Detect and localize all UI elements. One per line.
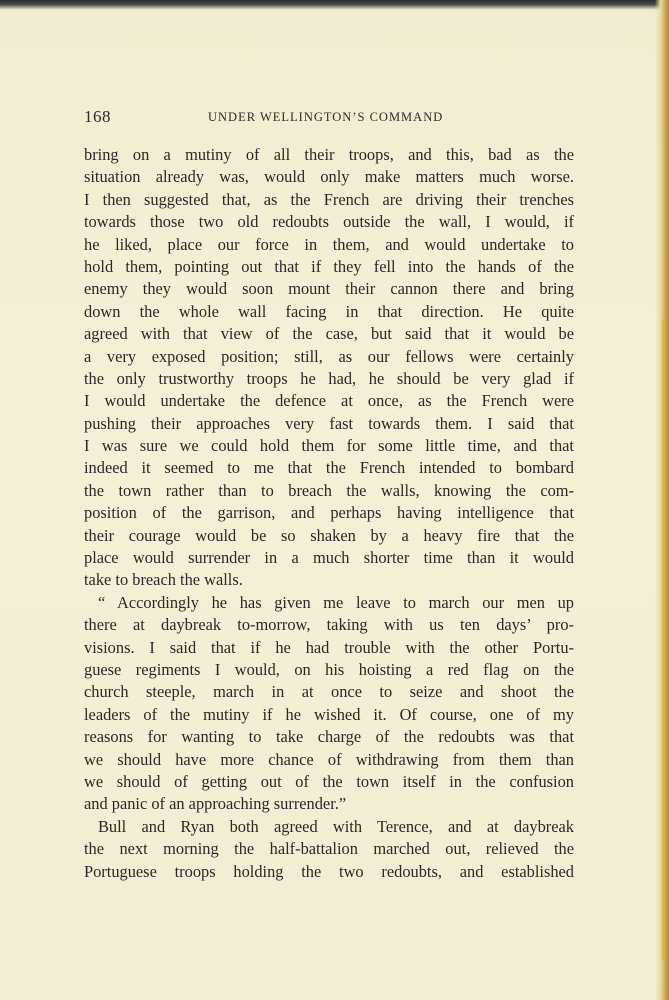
text-line: enemy they would soon mount their cannon there and bring (84, 279, 574, 299)
text-line: and panic of an approaching surrender.” (84, 794, 347, 814)
text-line: situation already was, would only make matters much worse. (84, 167, 574, 187)
text-line: the only trustworthy troops he had, he should be very glad if (84, 368, 574, 388)
text-line: we should have more chance of withdrawing from them than (84, 749, 574, 769)
page-number: 168 (84, 107, 111, 126)
text-line: down the whole wall facing in that direction. He quite (84, 301, 574, 321)
text-line: guese regiments I would, on his hoisting a red flag on the (84, 659, 574, 679)
text-line: bring on a mutiny of all their troops, and this, bad as the (84, 145, 574, 164)
text-line: there at daybreak to-morrow, taking with us ten days’ pro- (84, 615, 574, 635)
text-line: church steeple, march in at once to seize and shoot the (84, 682, 574, 702)
page-header (84, 107, 574, 129)
text-line: reasons for wanting to take charge of the redoubts was that (84, 727, 574, 747)
text-line: I was sure we could hold them for some little time, and that (84, 436, 574, 456)
running-head: UNDER WELLINGTON’S COMMAND (208, 110, 444, 124)
text-line: take to breach the walls. (84, 570, 243, 590)
text-line: indeed it seemed to me that the French intended to bombard (84, 458, 574, 478)
text-line: Portuguese troops holding the two redoubts, and established (84, 861, 574, 881)
text-line: pushing their approaches very fast towards them. I said that (84, 413, 574, 433)
text-line: their courage would be so shaken by a heavy fire that the (84, 525, 574, 545)
text-line: “ Accordingly he has given me leave to march our men up (98, 592, 574, 612)
text-line: towards those two old redoubts outside the wall, I would, if (84, 212, 574, 232)
text-line: a very exposed position; still, as our fellows were certainly (84, 346, 574, 366)
page-edge-gilding (662, 320, 665, 960)
text-line: visions. I said that if he had trouble with the other Portu- (84, 637, 574, 657)
text-line: Bull and Ryan both agreed with Terence, and at daybreak (98, 816, 574, 836)
text-line: I then suggested that, as the French are driving their trenches (84, 189, 574, 209)
body-text (84, 144, 574, 883)
text-line: the town rather than to breach the walls, knowing the com- (84, 480, 574, 500)
text-line: agreed with that view of the case, but said that it would be (84, 324, 574, 344)
text-line: I would undertake the defence at once, as the French were (84, 391, 574, 411)
page-top-edge (0, 0, 669, 10)
text-line: position of the garrison, and perhaps having intelligence that (84, 503, 574, 523)
page-right-edge (655, 0, 669, 1000)
text-line: he liked, place our force in them, and would undertake to (84, 234, 574, 254)
text-line: we should of getting out of the town itself in the confusion (84, 771, 574, 791)
text-line: the next morning the half-battalion marched out, relieved the (84, 839, 574, 859)
text-line: leaders of the mutiny if he wished it. Of course, one of my (84, 704, 574, 724)
text-line: place would surrender in a much shorter time than it would (84, 548, 574, 568)
text-line: hold them, pointing out that if they fell into the hands of the (84, 256, 574, 276)
